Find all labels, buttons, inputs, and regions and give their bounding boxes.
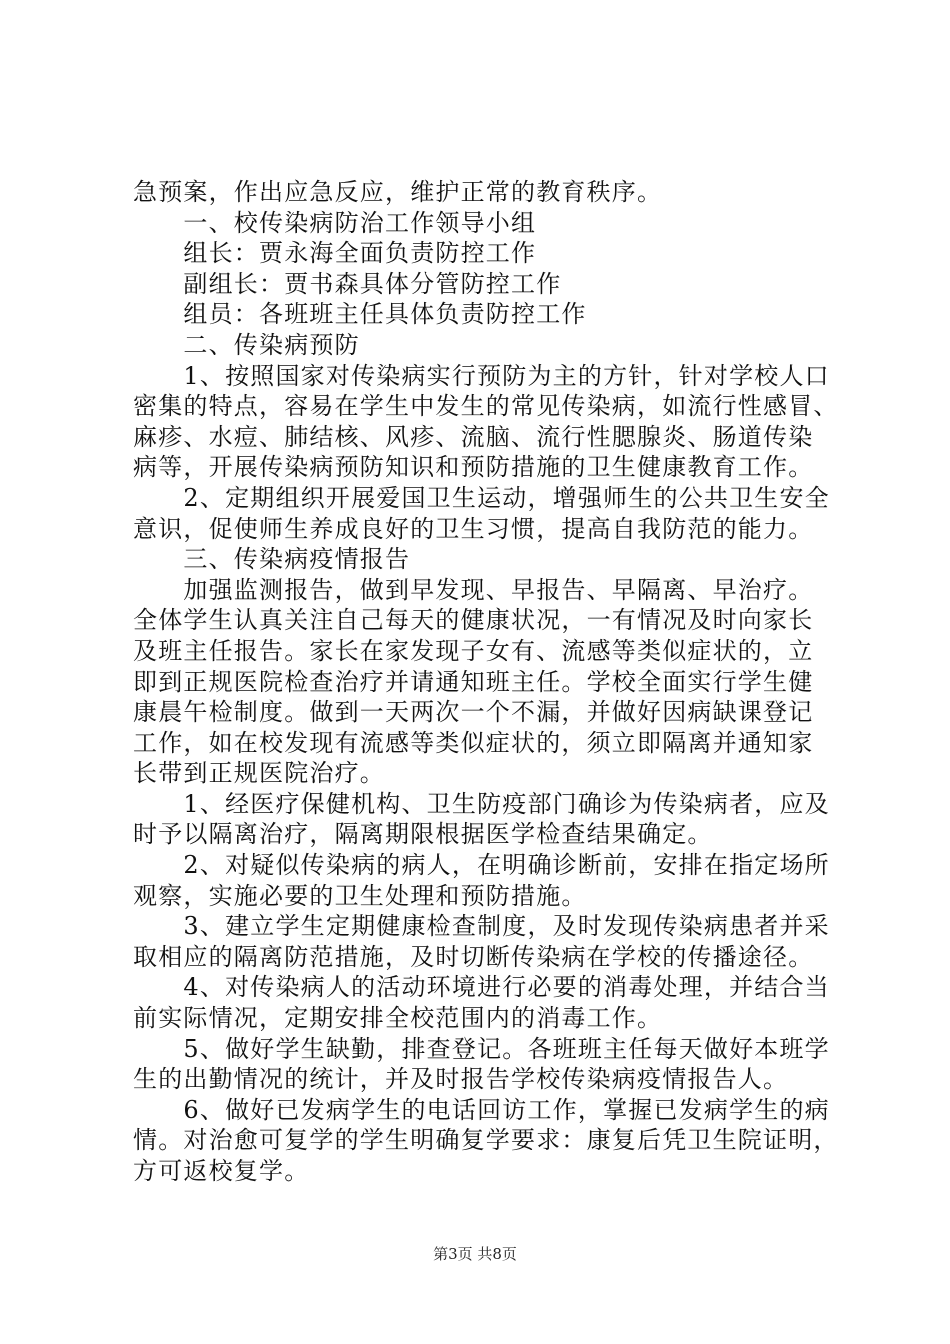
text-line: 麻疹、水痘、肺结核、风疹、流脑、流行性腮腺炎、肠道传染 xyxy=(133,422,814,451)
text-line: 取相应的隔离防范措施，及时切断传染病在学校的传播途径。 xyxy=(133,942,814,971)
text-line: 1、经医疗保健机构、卫生防疫部门确诊为传染病者，应及 xyxy=(133,789,830,818)
text-line: 意识，促使师生养成良好的卫生习惯，提高自我防范的能力。 xyxy=(133,514,814,543)
text-line: 4、对传染病人的活动环境进行必要的消毒处理，并结合当 xyxy=(133,973,830,1002)
text-line: 6、做好已发病学生的电话回访工作，掌握已发病学生的病 xyxy=(133,1095,830,1124)
text-line: 前实际情况，定期安排全校范围内的消毒工作。 xyxy=(133,1004,663,1033)
text-line: 康晨午检制度。做到一天两次一个不漏，并做好因病缺课登记 xyxy=(133,698,814,727)
text-line: 病等，开展传染病预防知识和预防措施的卫生健康教育工作。 xyxy=(133,453,814,482)
text-line: 生的出勤情况的统计，并及时报告学校传染病疫情报告人。 xyxy=(133,1065,789,1094)
text-line: 观察，实施必要的卫生处理和预防措施。 xyxy=(133,881,587,910)
text-line: 副组长：贾书森具体分管防控工作 xyxy=(133,269,562,298)
text-line: 工作，如在校发现有流感等类似症状的，须立即隔离并通知家 xyxy=(133,728,814,757)
text-line: 方可返校复学。 xyxy=(133,1157,310,1185)
text-line: 2、定期组织开展爱国卫生运动，增强师生的公共卫生安全 xyxy=(133,483,830,512)
text-line: 密集的特点，容易在学生中发生的常见传染病，如流行性感冒、 xyxy=(133,392,839,421)
text-line: 3、建立学生定期健康检查制度，及时发现传染病患者并采 xyxy=(133,912,830,941)
page-number-footer: 第3页 共8页 xyxy=(433,1245,517,1263)
text-line: 1、按照国家对传染病实行预防为主的方针，针对学校人口 xyxy=(133,361,830,390)
text-line: 2、对疑似传染病的病人，在明确诊断前，安排在指定场所 xyxy=(133,851,830,880)
text-line: 5、做好学生缺勤，排查登记。各班班主任每天做好本班学 xyxy=(133,1034,830,1063)
text-line: 时予以隔离治疗，隔离期限根据医学检查结果确定。 xyxy=(133,820,713,849)
text-line: 全体学生认真关注自己每天的健康状况，一有情况及时向家长 xyxy=(133,606,814,635)
text-line: 及班主任报告。家长在家发现子女有、流感等类似症状的，立 xyxy=(133,636,814,665)
text-line: 加强监测报告，做到早发现、早报告、早隔离、早治疗。 xyxy=(133,575,814,604)
text-line: 情。对治愈可复学的学生明确复学要求：康复后凭卫生院证明， xyxy=(133,1126,839,1155)
document-body xyxy=(133,177,839,1187)
text-line: 急预案，作出应急反应，维护正常的教育秩序。 xyxy=(133,178,663,206)
text-line: 组员：各班班主任具体负责防控工作 xyxy=(133,300,587,329)
section-heading: 一、校传染病防治工作领导小组 xyxy=(133,208,537,237)
section-heading: 二、传染病预防 xyxy=(133,330,360,359)
text-line: 长带到正规医院治疗。 xyxy=(133,759,385,788)
text-line: 组长：贾永海全面负责防控工作 xyxy=(133,239,537,268)
section-heading: 三、传染病疫情报告 xyxy=(133,545,411,574)
text-line: 即到正规医院检查治疗并请通知班主任。学校全面实行学生健 xyxy=(133,667,814,696)
